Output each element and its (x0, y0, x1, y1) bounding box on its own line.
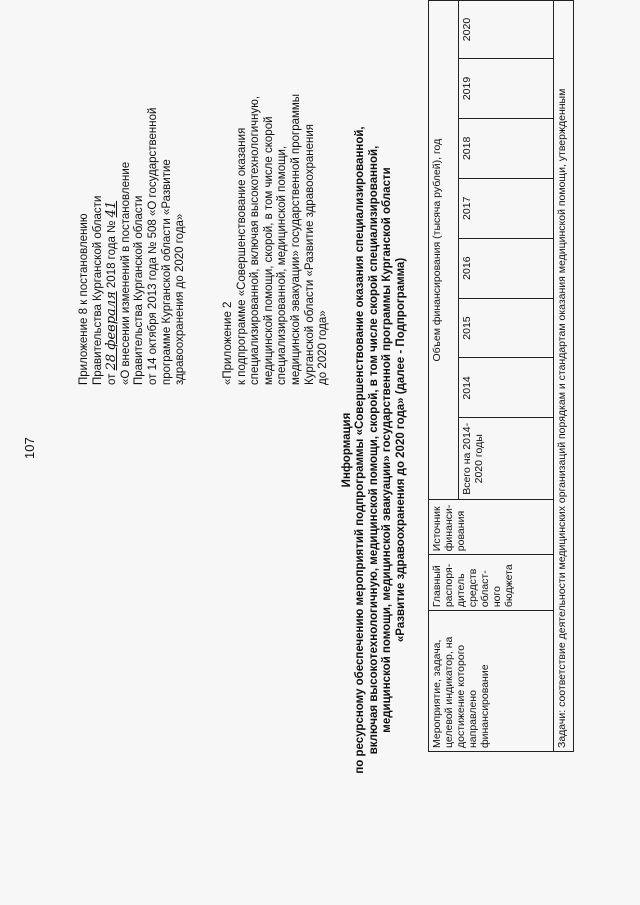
header-year: 2016 (459, 238, 554, 298)
appendix-8-line: программе Курганской области «Развитие (160, 159, 173, 385)
appendix-2-line: к подпрограмме «Совершенствование оказания (235, 127, 248, 385)
handwritten-number: 41 (104, 200, 120, 218)
appendix-2-line: до 2020 года» (317, 310, 330, 385)
appendix-8-line: Правительства Курганской области (91, 195, 104, 385)
header-year: 2015 (459, 298, 554, 358)
title-heading: Информация (341, 412, 353, 488)
date-year: 2018 года № (106, 220, 119, 289)
appendix-2-block (222, 35, 331, 385)
appendix-2-line: «Приложение 2 (222, 301, 234, 385)
appendix-8-line: «О внесении изменений в постановление (119, 161, 132, 385)
appendix-2-line: медицинской эвакуации» государственной программы (289, 93, 302, 385)
header-total: Всего на 2014-2020 годы (459, 418, 554, 500)
header-year: 2020 (459, 1, 554, 59)
appendix-2-line: специализированной, включая высокотехнологичную, (249, 95, 262, 385)
document-title (341, 45, 408, 855)
header-year: 2019 (459, 59, 554, 119)
appendix-2-line: специализированной, медицинской помощи, (276, 145, 289, 385)
header-year: 2014 (459, 358, 554, 418)
appendix-8-line: Приложение 8 к постановлению (78, 213, 90, 385)
header-year: 2018 (459, 118, 554, 178)
table-header-row (429, 1, 459, 752)
header-year: 2017 (459, 178, 554, 238)
handwritten-date: 28 февраля (104, 291, 120, 371)
appendix-8-line: здравоохранения до 2020 года» (174, 213, 187, 385)
financing-table (428, 0, 574, 752)
page-number: 107 (22, 437, 37, 459)
title-line: медицинской помощи, медицинской эвакуации» государственной программы Курганской области (381, 167, 394, 733)
task-row-text: Задачи: соответствие деятельности медицинских организаций порядкам и стандартам оказания медицинской помощи, утвержденным (554, 1, 574, 752)
appendix-8-line: от 14 октября 2013 года № 508 «О государственной (146, 107, 159, 385)
title-line: «Развитие здравоохранения до 2020 года» (далее - Подпрограмма) (394, 257, 407, 643)
header-volume: Объем финансирования (тысяча рублей), год (429, 1, 459, 500)
header-event: Мероприятие, задача, целевой индикатор, на достижение которого направлено финансирование (429, 611, 554, 752)
appendix-8-date-line (105, 45, 120, 385)
appendix-2-line: Курганской области «Развитие здравоохранения (303, 123, 316, 385)
table-row (554, 1, 574, 752)
title-line: включая высокотехнологичную, медицинской помощи, скорой, в том числе скорой специализированной, (367, 145, 380, 755)
appendix-8-block (78, 45, 188, 385)
header-manager: Главный распоря-дитель средств област-ного бюджета (429, 555, 554, 611)
header-source: Источник финанси-рования (429, 500, 554, 555)
title-line: по ресурсному обеспечению мероприятий подпрограммы «Совершенствование оказания специализированной, (354, 126, 367, 774)
appendix-8-line: Правительства Курганской области (133, 195, 146, 385)
date-prefix: от (106, 373, 119, 385)
appendix-2-line: медицинской помощи, скорой, в том числе скорой (262, 116, 275, 385)
